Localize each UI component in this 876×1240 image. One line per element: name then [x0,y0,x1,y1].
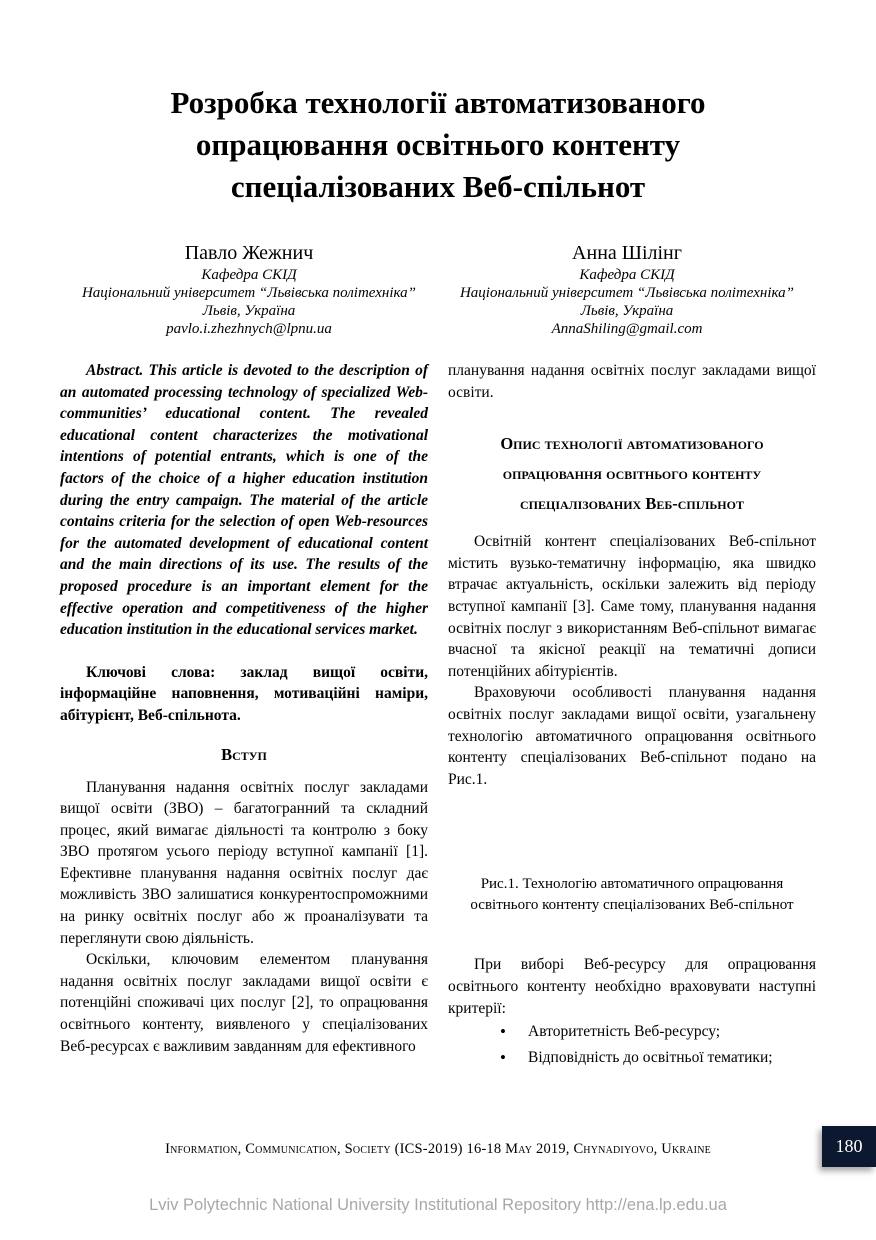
intro-paragraph-1: Планування надання освітніх послуг закладами вищої освіти (ЗВО) – багатогранний та складний процес, який вимагає діяльності та контролю з боку ЗВО протягом усього періоду вступної кампанії [1]. Ефективне планування надання освітніх послуг дає можливість ЗВО залишатися конкурентоспроможними на ринку освітніх послуг або ж проаналізувати та переглянути свою діяльність. [60,778,428,947]
body-columns [60,360,816,1071]
page-number: 180 [835,1136,863,1156]
intro-paragraph-2: Оскільки, ключовим елементом планування надання освітніх послуг закладами вищої освіти є потенційні споживачі цих послуг [2], то опрацювання освітнього контенту, виявленого у спеціалізованих Веб-ресурсах є важливим завданням для ефективного [60,951,428,1055]
author-city: Львів, Україна [202,303,296,319]
author-email: AnnaShiling@gmail.com [551,321,703,337]
criteria-item: • Відповідність до освітньої тематики; [500,1045,816,1071]
author-block-1 [60,240,438,338]
intro-heading: Вступ [221,744,267,764]
author-email: pavlo.i.zhezhnych@lpnu.ua [166,321,332,337]
page-title: Розробка технології автоматизованого опрацювання освітнього контенту спеціалізованих Веб-спільнот [170,85,706,204]
conference-footer: Information, Communication, Society (ICS-2019) 16-18 May 2019, Chynadiyovo, Ukraine [165,1141,711,1157]
author-department: Кафедра СКІД [201,267,297,283]
author-department: Кафедра СКІД [579,267,675,283]
section-paragraph-2: Враховуючи особливості планування надання освітніх послуг закладами вищої освіти, узагальнену технологію автоматичного опрацювання освітнього контенту спеціалізованих Веб-спільнот подано на Рис.1. [448,684,816,788]
authors-row [60,240,816,338]
author-block-2 [438,240,816,338]
abstract-paragraph: Abstract. This article is devoted to the description of an automated processing technology of specialized Web-communities’ educational content. The revealed educational content characterizes the motivational intentions of potential entrants, which is one of the factors of the choice of a higher education institution during the entry campaign. The material of the article contains criteria for the selection of open Web-resources for the automated development of educational content and the main directions of its use. The results of the proposed procedure is an important element for the effective operation and competitiveness of the higher education institution in the educational services market. [60,362,428,639]
author-city: Львів, Україна [580,303,674,319]
author-university: Національний університет “Львівська політехніка” [459,285,795,301]
section-heading: Опис технології автоматизованого опрацювання освітнього контенту спеціалізованих Веб-спільнот [500,434,764,514]
criteria-item: • Авторитетність Веб-ресурсу; [500,1019,816,1045]
repository-watermark: Lviv Polytechnic National University Institutional Repository http://ena.lp.edu.ua [149,1196,727,1214]
author-name: Павло Жежнич [184,242,314,264]
criteria-list [448,1019,816,1071]
continuation-paragraph: планування надання освітніх послуг закладами вищої освіти. [448,362,816,401]
figure-caption: Рис.1. Технологію автоматичного опрацювання освітнього контенту спеціалізованих Веб-спільнот [470,876,794,914]
author-name: Анна Шілінг [572,242,682,264]
criteria-intro-paragraph: При виборі Веб-ресурсу для опрацювання освітнього контенту необхідно враховувати наступні критерії: [448,956,816,1017]
right-column [448,360,816,1071]
left-column [60,360,428,1071]
page-number-badge [822,1126,876,1167]
author-university: Національний університет “Львівська політехніка” [81,285,417,301]
section-paragraph-1: Освітній контент спеціалізованих Веб-спільнот містить вузько-тематичну інформацію, яка швидко втрачає актуальність, оскільки залежить від періоду вступної кампанії [3]. Саме тому, планування надання освітніх послуг з використанням Веб-спільнот вимагає вчасної та якісної реакції на тематичні дописи потенційних абітурієнтів. [448,533,816,680]
keywords-paragraph: Ключові слова: заклад вищої освіти, інформаційне наповнення, мотиваційні наміри, абітурієнт, Веб-спільнота. [60,663,428,724]
